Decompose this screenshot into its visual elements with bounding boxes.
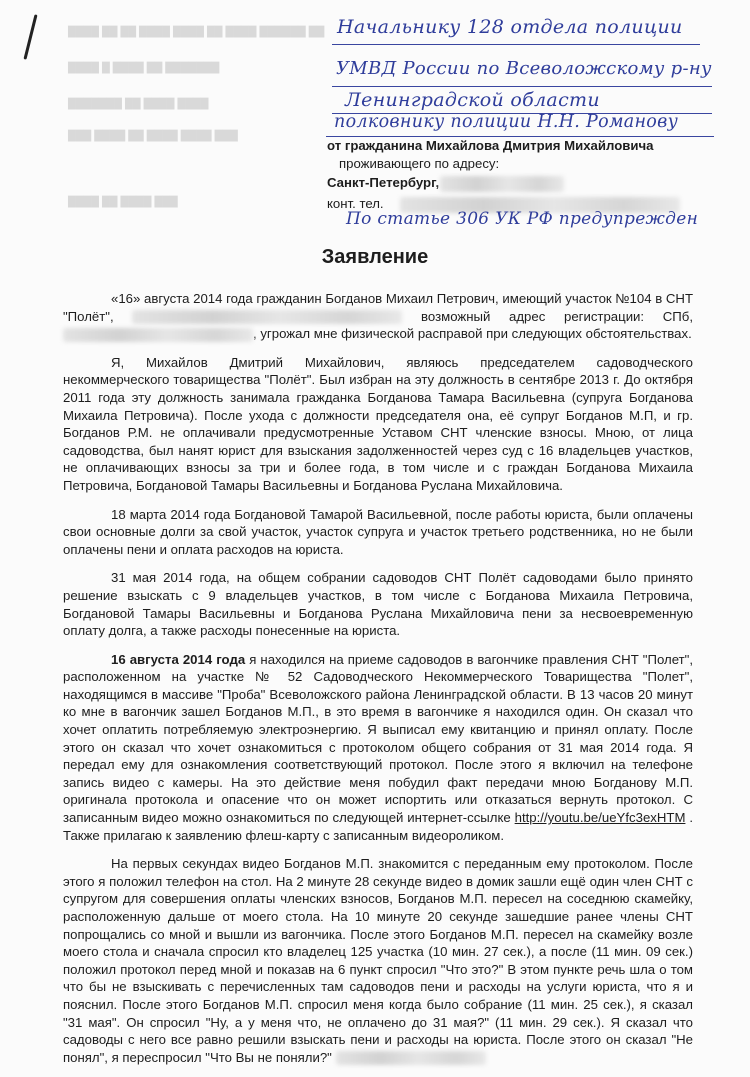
incident-date: 16 августа 2014 года [111,651,246,667]
redacted-registration [63,328,253,342]
paragraph-5 [63,651,693,845]
handwritten-addressee-line-1: Начальнику 128 отдела полиции [337,16,683,38]
redacted-text [336,1051,486,1065]
show-through-text: ███████ ██ ████ ████ [68,99,209,110]
video-link[interactable]: http://youtu.be/ueYfc3exHTM [514,810,686,826]
underline [332,44,700,45]
show-through-text: ████ █ ████ ██ ███████ [68,63,220,74]
show-through-text: ███ ████ ██ ████ ████ ███ [68,131,238,142]
document-title: Заявление [321,246,429,268]
paragraph-2: Я, Михайлов Дмитрий Михайлович, являюсь председателем садоводческого некоммерческого товарищества "Полёт". Был избран на эту должность в сентябре 2013 г. До октября 2011 года эту должность занимала гражданка Богданова Тамара Васильевна (супруга Богданова Михаила Петровича). После ухода с должности председателя она, её супруг Богданов М.П, и гр. Богданов Р.М. не оплачивали предусмотренные Уставом СНТ членские взносы. Мною, от лица садоводства, был нанят юрист для взыскания задолженностей через суд с 16 владельцев участков, не оплачивающих взносы за три и более года, в том числе и с граждан Богданова Михаила Петровича, Богдановой Тамары Васильевны и Богданова Руслана Михайловича. [63,354,693,493]
handwritten-addressee-line-2: УМВД России по Всеволожскому р-ну [336,58,712,79]
paragraph-6-text: На первых секундах видео Богданов М.П. знакомится с переданным ему протоколом. После этого я положил телефон на стол. На 2 минуте 28 секунде видео в домик зашли ещё один член СНТ с супругом для совершения оплаты членских взносов, Богданов М.П. пересел на соседнюю скамейку, расположенную дальше от моего стола. На 10 минуте 20 секунде зашедшие ранее члены СНТ попрощались со мной и вышли из вагончика. После этого Богданов М.П. пересел на скамейку возле моего стола и сначала спросил кто владелец 125 участка (10 мин. 27 сек.), а после (11 мин. 09 сек.) положил протокол перед мной и показав на 6 пункт спросил "Что это?" В этом пункте речь шла о том что бы не взыскивать с перечисленных там садоводов пени и расходы на услуги юриста, что я и пояснил. После этого Богданов М.П. спросил меня когда было собрание (11 мин. 25 сек.), я сказал "31 мая". Он спросил "Ну, а у меня что, не оплачено до 31 мая?" (11 мин. 29 сек.). Я сказал что садоводы с него все равно решили взыскать пени и расходы на юриста. После этого он сказал "Не понял", я переспросил "Что Вы не поняли?" [63,856,693,1065]
redacted-name [132,310,402,324]
show-through-text: ████ ██ ████ ███ [68,197,178,208]
handwritten-warning: По статье 306 УК РФ предупрежден [346,209,699,229]
city-label: Санкт-Петербург, [327,175,440,190]
document-body [63,290,693,1077]
paragraph-5-text-a: я находился на приеме садоводов в вагончике правления СНТ "Полет", расположенном на участке № 52 Садоводческого Некоммерческого Товарищества "Полет", находящимся в массиве "Проба" Всеволожского района Ленинградской области. В 13 часов 20 минут ко мне в вагончик зашел Богданов М.П., в это время в вагончике я находился один. Он сказал что хочет оплатить потребляемую электроэнергию. Я выписал ему квитанцию и принял оплату. После этого он сказал что хочет ознакомиться с протоколом общего собрания от 31 мая 2014 года. Я передал ему для ознакомления соответствующий протокол. После этого я включил на телефоне запись видео с камеры. На это действие меня побудил факт передачи мною Богданову М.П. оригинала протокола и опасение что он может испортить или отказаться вернуть протокол. С записанным видео можно ознакомиться по следующей интернет-ссылке [63,651,693,826]
phone-label: конт. тел. [327,196,384,211]
paragraph-4: 31 мая 2014 года, на общем собрании садоводов СНТ Полёт садоводами было принято решение взыскать с 9 владельцев участков, в том числе с Богданова Михаила Петровича, Богдановой Тамары Васильевны и Богданова Руслана Михайловича пени за несвоевременную оплату долга, а также расходы понесенные на юриста. [63,570,693,639]
paragraph-1-text-a: «16» августа 2014 года гражданин Богданов Михаил Петрович, имеющий участок №104 в СНТ "Полёт", [63,291,693,324]
paragraph-1-text-c: , угрожал мне физической расправой при следующих обстоятельствах. [253,326,692,342]
address-label: проживающего по адресу: [339,156,500,171]
paragraph-3: 18 марта 2014 года Богдановой Тамарой Васильевной, после работы юриста, были оплачены свои основные долги за свой участок, участок супруга и участок третьего родственника, но не были оплачены пени и оплата расходов на юриста. [63,506,693,557]
redacted-address [440,176,564,192]
paragraph-1-text-b: возможный адрес регистрации: СПб, [421,308,693,324]
handwritten-addressee-line-3: Ленинградской области [345,89,600,111]
paragraph-1 [63,290,693,343]
from-line: от гражданина Михайлова Дмитрия Михайловича [327,138,654,153]
underline [326,136,714,137]
paragraph-5-text-b: . Также прилагаю к заявлению флеш-карту с записанным видеороликом. [63,810,693,843]
show-through-text: ████ ██ ██ ████ ████ ██ ████ ██████ ██ [68,27,325,38]
paragraph-6 [63,855,693,1066]
underline [332,86,712,87]
pen-stroke [23,14,37,59]
handwritten-addressee-line-4: полковнику полиции Н.Н. Романову [334,112,679,132]
